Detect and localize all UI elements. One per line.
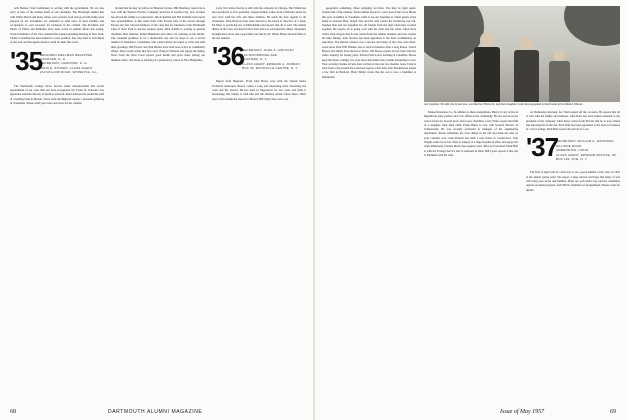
class-officer-line: HANOVER, N. H. (40, 57, 67, 62)
class-officers (242, 48, 300, 70)
class-heading-1935 (10, 45, 104, 79)
photo-person (549, 61, 570, 102)
photo-caption: Art Lippman '36 with, the brown tree, son Martha O'Driscoll, and their daughter Linda photographed at their home in Northfield, Illinois. (424, 102, 583, 106)
right-column-2 (424, 110, 518, 406)
class-officer-line: CHATHAM, N. J. (242, 57, 268, 62)
class-officer-line: GREENWICH, CONN. (556, 148, 590, 153)
class-notes-text: The Dartmouth College News Service made announcement that recent appointment of our class men has been recognized. Dr. Frank W. Schwartz was appointed assistant director of medical research. Rand Johnson has joined the staff of a leading bank in Boston. News from the Midwest reports a pleasant gathering of classmates. Please send your notes and news for the column. (10, 83, 104, 105)
class-officer-line: CLASS AGENT, EDWARD KRAUSE, JR. (556, 152, 617, 157)
class-notes-text: Manuel Insurance Co. In addition to these assignments, Henry is very active in Republican party politics and civic affairs in his community. He has served on the school board for several years and is now chairman. Larry Fiske reports the birth of a daughter, their third child. Frank Burns is now with General Electric in Schenectady. He was recently promoted to manager of the engineering department. Please remember the class dinner in the fall and mark the date on your calendar now. Sam Pollock has built a new home in Connecticut. Tom Wright writes he is now chief of surgery at a large hospital in Ohio and enjoys his work immensely. Charles Morris has opened a new office in Cleveland. Mark Hall is with the Foreign Service and is stationed in Paris. Bill Lyons reports a fine trip to Bermuda with his wife. (424, 110, 518, 157)
class-officers (40, 53, 98, 75)
class-officer-line: BOX 104, RYE, N. Y. (556, 157, 588, 162)
page-gutter (313, 0, 315, 420)
class-heading-1937 (526, 132, 620, 165)
right-column-3 (526, 110, 620, 406)
magazine-title: DARTMOUTH ALUMNI MAGAZINE (108, 409, 203, 415)
photo-person-head (520, 36, 533, 51)
right-column-1 (322, 6, 416, 406)
left-column-2 (111, 6, 205, 406)
class-notes-text: on Wednesday morning. Art Trum topped off the occasion. He reports that all is well with the family and business. John Kane has been named assistant to the president of his company. Chris Rowe writes from Florida that he is now retired and enjoying life in the sun. Fred Walz has been appointed to the board of trustees of a local college. Dick Bell reports the arrival of a son. (526, 110, 620, 132)
class-notes-text: The first of April will be a fine day to see a good number of the class of 1937 at the annual spring party. We expect a large turnout and hope that many of you will bring your wives and families. Plans are well under way and the committee reports excellent progress. Tom Hall is chairman of arrangements. Please write for details. (526, 170, 620, 192)
class-officer-line: CLASS AGENT, EDWARD A. JORDAN (242, 61, 300, 66)
photo-person (474, 47, 500, 102)
left-page-number: 68 (10, 409, 16, 415)
left-column-1 (10, 6, 104, 406)
class-notes-text: dicated that he may be with us in Hanover in June. Bill Shumway reports he is now with the Western Electric Company and lives in Garden City. Jack Scanlon has moved his family to Connecticut. Jim Ackerman and Hal Lindlahr both report new grandchildren. A fine letter from Clint Fowler tells of his travels through Europe last fall. Several members of the class met for luncheon at the Dartmouth Club of New York to discuss reunion plans. Dick Adams is serving as general chairman. Bob Webster, Ralph Hammond and others are working on the details. The weekend promises to be a memorable one and we hope to see a record number in attendance. Classmates who cannot attend are urged to write and send their greetings. Bill Fowler and Tom Barnes have both been active in community affairs. Dave Curtis writes that he is now living in Vermont and enjoys the skiing. News from the West Coast reports good health and good cheer among our members there. Jim Stone is teaching at a preparatory school in New Hampshire. (111, 6, 205, 62)
class-officer-line: SECRETARY, HANOVER, N. H. (40, 61, 88, 66)
class-notes-text: Report from Belgrade. From John Howe, now with the United States Technical Assistance Board, comes a long and interesting letter describing his work and life abroad. He has been in Yugoslavia for two years and finds it fascinating. His family is with him and the children attend school there. Other news: Dave Kemp has moved to Boston; Bill Taylor has a new son. (212, 79, 306, 101)
class-officer-line: 120 WOODRIDGE AVE. (242, 52, 278, 57)
right-page-number: 69 (610, 409, 616, 415)
class-officer-line: 219 WILLOW ROAD, WINNETKA, ILL. (40, 70, 98, 75)
class-officer-line: SECRETARY, JOHN A. HINCKLEY (242, 48, 295, 53)
class-year-number: '36 (212, 41, 245, 72)
photo-person-head (480, 32, 494, 48)
class-heading-1936 (212, 41, 306, 74)
class-officer-line: BENJAMIN WELLMAN REGISTER (40, 52, 93, 57)
class-officer-line: HILLSIDE ROAD (556, 143, 582, 148)
right-page (322, 6, 620, 406)
left-page (10, 6, 306, 406)
left-column-3 (212, 6, 306, 406)
class-notes-text: ords Bonner. Tom Commiskey is serving with the government. We are also sorry to hear of the sudden death of our classmate. The Pittsburgh alumni met with Walter Beach and many others were present. Golf and good fellowship were enjoyed by all. Classmates are reminded to send news of their families and occupations to your secretary for inclusion in the column. The President and Editor of Editor and Publisher have been active in alumni affairs this spring. Several members of the class attended the reunion planning meeting in New York. Charlie Considine has been named to a new position. The class fund is well ahead of last year and the agents deserve credit for their fine work. (10, 6, 104, 45)
family-photo (424, 6, 620, 102)
class-officer-line: JOHN E. STOKES, CLASS AGENT (40, 65, 93, 70)
issue-date: Issue of May 1957 (500, 409, 545, 415)
class-notes-text: Larry Ord writes that he is still with the company in Chicago. Bob Smith has been promoted to vice president. Joseph Gilman writes from California where he now lives with his wife and three children. He sends his best regards to all classmates. Dick Heywood has been elected to the board of directors of a bank. Ed Shaw is practicing law in Philadelphia and reports that all is well. The annual dinner of the class was held in New York and was well attended. Many classmates brought their wives and a good time was had by all. Walter Fisher showed films of the last reunion. (212, 6, 306, 41)
class-officer-line: SECRETARY, WILLIAM H. DAVIDSON (556, 139, 614, 144)
photo-person (514, 50, 539, 102)
class-officer-line: BOX 45, ROCKVILLE CENTRE, N. Y. (242, 66, 299, 70)
class-year-number: '35 (10, 45, 43, 76)
class-year-number: '37 (526, 132, 559, 163)
class-notes-text: geography something. More sympathy for Kirk. You may be right again. Sounds like a fine reunion. Ernie Gilman moved to a new post at the Cross House this year. A number of classmates came to see Art Lippman as winter guests at his home in Jackson Hole. Ralph Sale and his wife toured the Northwest last fall. Stephen Dan and Art Lippman are old friends from the days when they roomed together. He reports all is going well with his farm and his cattle. Alton Peck writes from Oregon that he has retired from the lumber business and now spends his time fishing. John Stevens has been appointed to the State Commission on education. The Denver reunion was a success and many of the class were there. Good news from Will Holmes who is back in business after a long illness. Chuck Brown and family have moved to Texas. Jim Moore reports he has been with the same company for twenty years. Edward Vail is now teaching at Columbia. Please keep the letters coming; it is your news that makes this column interesting to read. Your secretary thanks all who have written in the past few months. Gene Clark is back from a trip around the world and reports a fine time. Dan Freeman has joined a law firm in Hartford. Harry Miller writes that his son is now a freshman at Dartmouth. (322, 6, 416, 79)
class-officers (556, 139, 617, 161)
